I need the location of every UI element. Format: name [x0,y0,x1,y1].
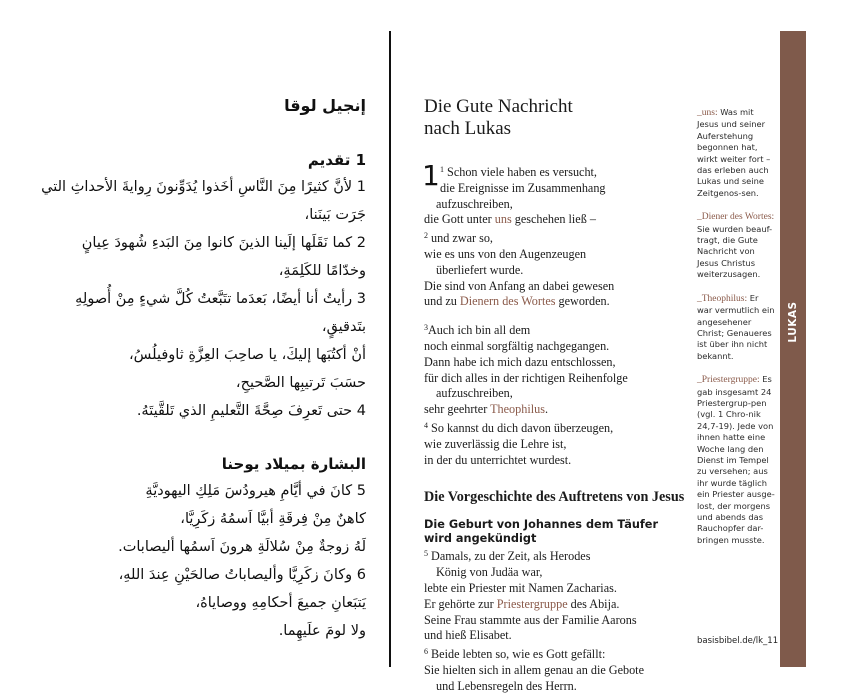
verse-line [424,546,686,565]
arabic-verse-line: ولا لومَ علَيهِما. [278,623,366,639]
arabic-verse-line: 1 لأنَّ كثيرًا مِنَ النَّاسِ أخَذوا يُدَوِّنونَ رِوايةَ الأحداثِ التي [41,179,366,195]
verse-text: Schon viele haben es versucht, [447,165,597,179]
verse-line: und hieß Elisabet. [424,628,512,643]
verse-text: So kannst du dich davon überzeugen, [431,420,614,435]
verse-line [424,320,686,339]
verse-line: in der du unterrichtet wurdest. [424,452,572,467]
verse-line: die Ereignisse im Zusammenhang [440,180,606,195]
verse-line [424,644,686,663]
chapter-number: 1 [422,159,440,192]
glossary-link-theophilus[interactable]: Theophilus [490,402,545,417]
verse-line [424,402,686,418]
verse-line: lebte ein Priester mit Namen Zacharias. [424,580,617,595]
section-spacer [20,425,366,453]
glossary-link-diener-des-wortes[interactable]: Dienern des Wortes [459,294,556,309]
note-text: Was mit Jesus und seiner Auferstehung begonnen hat, wirkt weiter fort – das erleben auch Lukas und seine Zeitgenos-sen. [697,107,771,198]
verse-text: geworden. [555,294,610,309]
verse-line [424,418,686,437]
glossary-note-theophilus [697,293,775,362]
chapter-block [422,159,686,197]
verse-line: aufzuschreiben, [436,386,513,401]
verse-line: Dann habe ich mich dazu entschlossen, [424,354,616,369]
german-text-column [424,96,686,695]
arabic-verse-line: حسَبَ تَرتيبِها الصَّحيحِ، [235,375,366,391]
paragraph-spacer [424,310,686,320]
footer-link[interactable]: basisbibel.de/lk_11 [697,636,779,646]
arabic-verse-line: لَهُ زوجةٌ مِنْ سُلالَةِ هرونَ اَسمُها أليصابات. [118,539,366,555]
arabic-book-title: إنجيل لوقا [284,96,366,115]
note-text: Er war vermutlich ein angesehener Christ; Genaueres ist über ihn nicht bekannt. [697,292,775,361]
arabic-verse-line: يَتبَعانِ جميعَ أحكامِهِ ووصاياهُ، [195,595,366,611]
verse-line: aufzuschreiben, [436,196,513,211]
verse-text: . [544,402,548,417]
note-term: _Diener des Wortes: [697,212,775,223]
arabic-verse-line: 4 حتى تَعرِفَ صِحَّةَ التَّعليمِ الذي تَلقَّيتَهُ. [136,403,366,419]
verse-line: wie zuverlässig die Lehre ist, [424,436,567,451]
verse-line: für dich alles in der richtigen Reihenfolge [424,370,628,385]
verse-line [424,228,686,247]
verse-line [424,597,686,613]
section-heading: Die Vorgeschichte des Auftretens von Jesus [424,489,685,506]
arabic-verse-line: 5 كانَ في أيَّامِ هيرودُسَ مَلِكِ اليهوديَّةِ [145,483,366,499]
arabic-verse-line: كاهنٌ مِنْ فِرقَةِ أبيَّا اَسمُهُ زكَرِيَّا، [180,511,366,527]
note-text: Es gab insgesamt 24 Priestergrup-pen (vgl. 1 Chro-nik 24,7-19). Jede von ihnen hatte eine Woche lang den Dienst im Tempel zu versehen; aus ihr wurde täglich ein Priester ausge-lost, der morgens und abends das Rauchopfer dar-bringen musste. [697,374,775,545]
column-divider [389,31,391,667]
verse-line [424,294,686,310]
note-term: _uns: [697,108,718,118]
book-tab-label: LUKAS [787,301,799,343]
verse-line: überliefert wurde. [436,262,524,277]
verse-line: und Lebensregeln des Herrn. [436,678,577,693]
verse-number: 1 [440,165,444,174]
subsection-heading [424,518,686,546]
german-title-line2: nach Lukas [424,118,512,139]
glossary-link-priestergruppe[interactable]: Priestergruppe [496,596,568,611]
verse-text: geschehen ließ – [511,212,596,227]
arabic-verse-line: 3 رأيتُ أنا أيضًا، بَعدَما تتَبَّعتُ كُلَّ شيءٍ مِنْ أُصولِهِ [75,291,366,307]
verse-line [440,162,686,181]
arabic-verse-line: بتَدقيقٍ، [321,319,366,335]
german-book-title [424,96,686,140]
verse-text: sehr geehrter [424,402,491,417]
arabic-verse-line: أنْ أكتُبَها إليكَ، يا صاحِبَ العِزَّةِ ثاوفيلُسُ، [129,347,366,363]
arabic-section-heading: 1 تقديم [307,151,366,169]
verse-text: die Gott unter [424,212,495,227]
subsection-heading-line1: Die Geburt von Johannes dem Täufer [424,518,659,532]
verse-text: und zwar so, [431,231,493,246]
glossary-note-diener-des-wortes [697,211,775,280]
verse-line: Seine Frau stammte aus der Familie Aarons [424,612,637,627]
verse-number: 5 [424,549,428,559]
arabic-section-heading: البشارة بميلاد يوحنا [221,455,366,473]
glossary-note-priestergruppe [697,374,775,546]
verse-text: Er gehörte zur [424,596,497,611]
arabic-verse-line: 6 وكانَ زكَرِيَّا وأليصاباتُ صالحَيْنِ عِندَ اللهِ، [118,567,366,583]
verse-text: Beide lebten so, wie es Gott gefällt: [431,647,606,662]
glossary-notes [697,107,775,558]
note-term: _Theophilus: [697,293,748,304]
verse-line: wie es uns von den Augenzeugen [424,246,587,261]
german-title-line1: Die Gute Nachricht [424,96,573,117]
verse-line: Sie hielten sich in allem genau an die Gebote [424,662,644,677]
verse-text: und zu [424,294,460,309]
note-term: _Priestergruppe: [697,375,760,386]
note-text: Sie wurden beauf-tragt, die Gute Nachricht von Jesus Christus weiterzusagen. [697,223,773,280]
arabic-verse-line: جَرَت بَينَنا، [304,207,366,223]
arabic-verse-line: 2 كما نَقَلَها إلَينا الذينَ كانوا مِنَ البَدءِ شُهودَ عِيانٍ [81,235,366,251]
verse-text: Damals, zu der Zeit, als Herodes [431,549,591,564]
verse-number: 3 [424,323,428,333]
verse-line [424,212,686,228]
arabic-verse-line: وخدّامًا للكَلِمَةِ، [278,263,366,279]
verse-line: König von Judäa war, [436,565,543,580]
book-tab [780,31,806,667]
glossary-link-uns[interactable]: uns [494,212,512,227]
glossary-note-uns [697,107,775,199]
verse-number: 4 [424,420,428,430]
verse-line: noch einmal sorgfältig nachgegangen. [424,338,610,353]
verse-text: des Abija. [567,596,620,611]
verse-text: Auch ich bin all dem [428,323,531,338]
verse-number: 6 [424,647,428,657]
verse-line: Die sind von Anfang an dabei gewesen [424,278,615,293]
verse-number: 2 [424,231,428,241]
arabic-text-column [20,95,366,645]
subsection-heading-line2: wird angekündigt [424,532,537,546]
